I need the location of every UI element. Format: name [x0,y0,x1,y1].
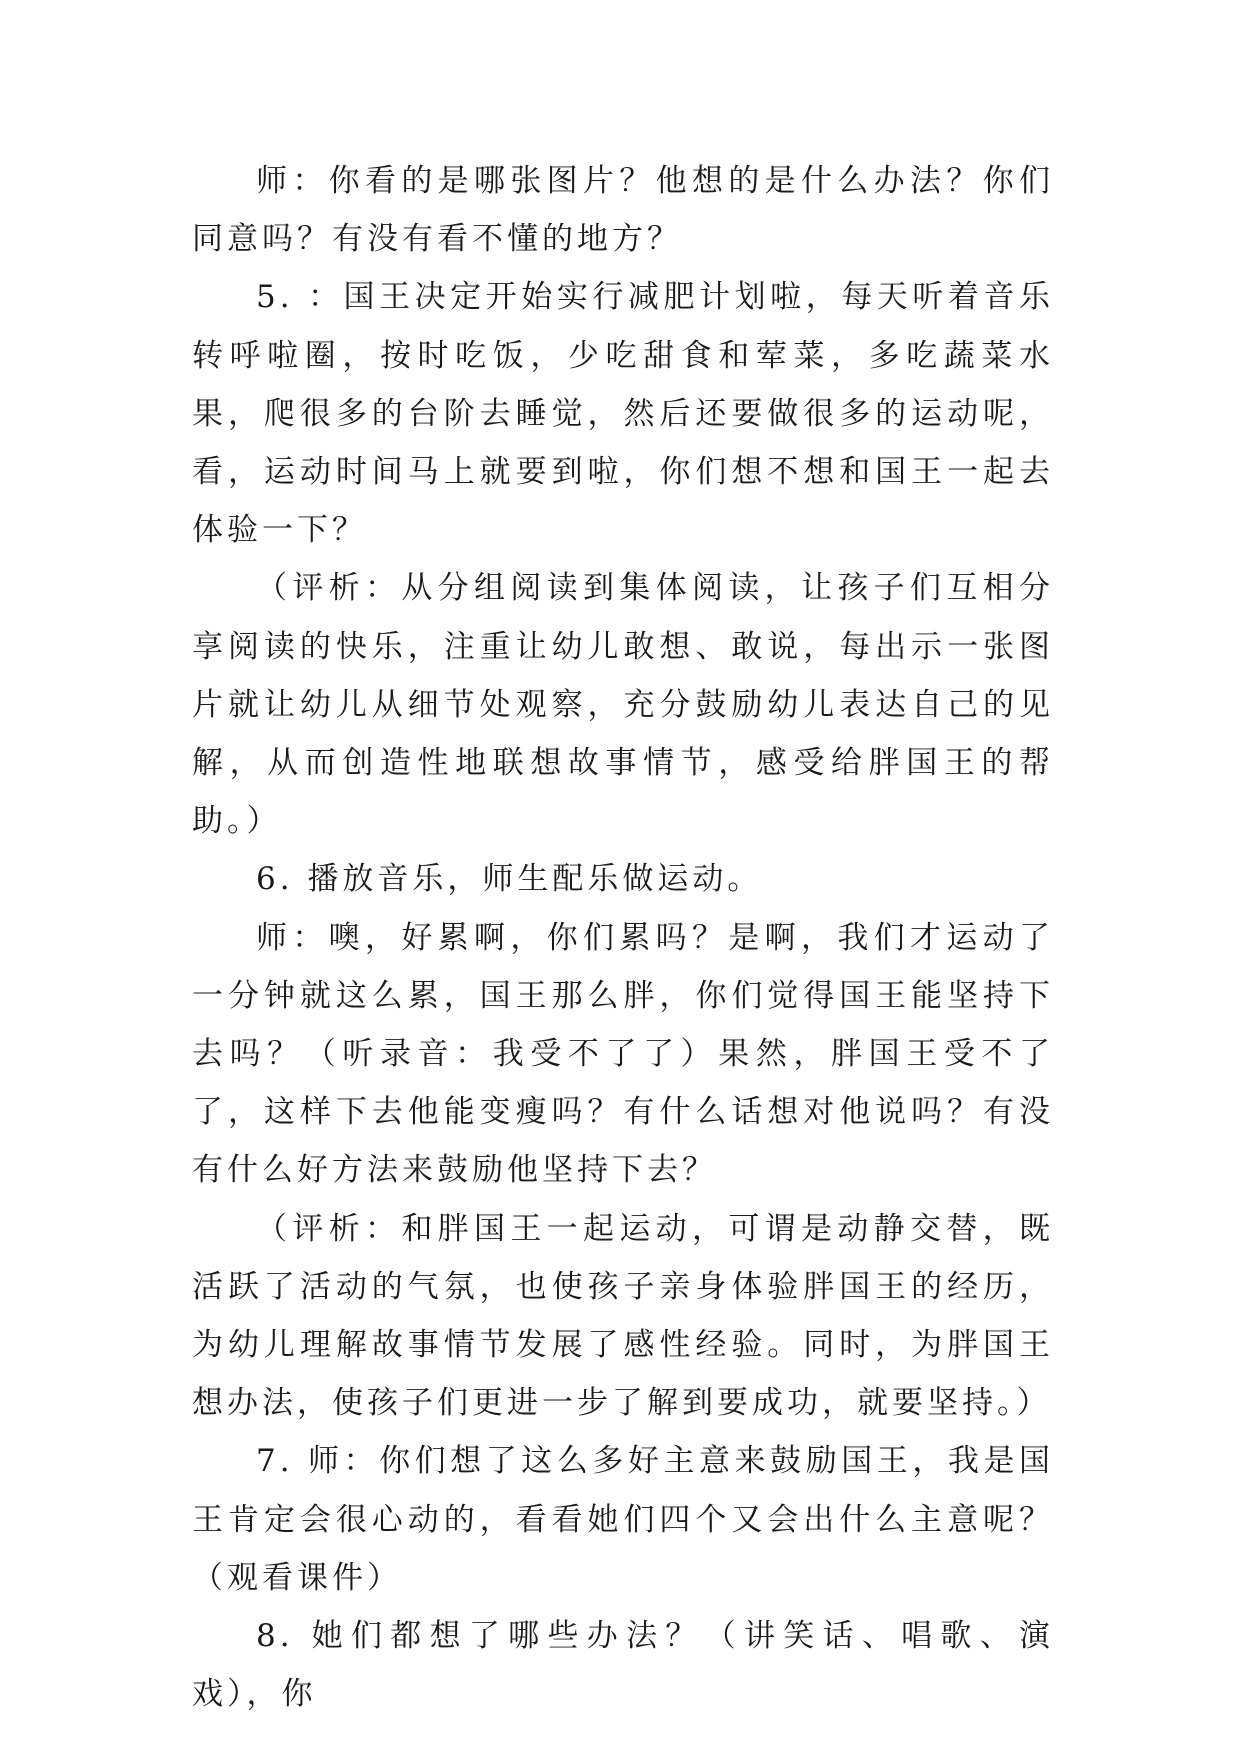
document-body [192,152,1054,1723]
paragraph-teacher-tired: 师：噢，好累啊，你们累吗？是啊，我们才运动了一分钟就这么累，国王那么胖，你们觉得国王能坚持下去吗？（听录音：我受不了了）果然，胖国王受不了了，这样下去他能变瘦吗？有什么话想对他说吗？有没有什么好方法来鼓励他坚持下去？ [192,919,1054,1189]
paragraph-step-6: 6. 播放音乐，师生配乐做运动。 [256,861,763,898]
paragraph-step-5: 5. ：国王决定开始实行减肥计划啦，每天听着音乐转呼啦圈，按时吃饭，少吃甜食和荤菜，多吃蔬菜水果，爬很多的台阶去睡觉，然后还要做很多的运动呢，看，运动时间马上就要到啦，你们想不想和国王一起去体验一下？ [192,279,1054,549]
paragraph-step-7: 7. 师：你们想了这么多好主意来鼓励国王，我是国王肯定会很心动的，看看她们四个又会出什么主意呢？（观看课件） [192,1443,1054,1596]
paragraph-teacher-question: 师：你看的是哪张图片？他想的是什么办法？你们同意吗？有没有看不懂的地方？ [192,163,1054,258]
paragraph-comment-2: （评析：和胖国王一起运动，可谓是动静交替，既活跃了活动的气氛，也使孩子亲身体验胖国王的经历，为幼儿理解故事情节发展了感性经验。同时，为胖国王想办法，使孩子们更进一步了解到要成功，就要坚持。） [192,1210,1054,1422]
paragraph-comment-1: （评析：从分组阅读到集体阅读，让孩子们互相分享阅读的快乐，注重让幼儿敢想、敢说，每出示一张图片就让幼儿从细节处观察，充分鼓励幼儿表达自己的见解，从而创造性地联想故事情节，感受给胖国王的帮助。） [192,570,1054,840]
paragraph-step-8: 8. 她们都想了哪些办法？（讲笑话、唱歌、演戏），你 [192,1618,1054,1713]
